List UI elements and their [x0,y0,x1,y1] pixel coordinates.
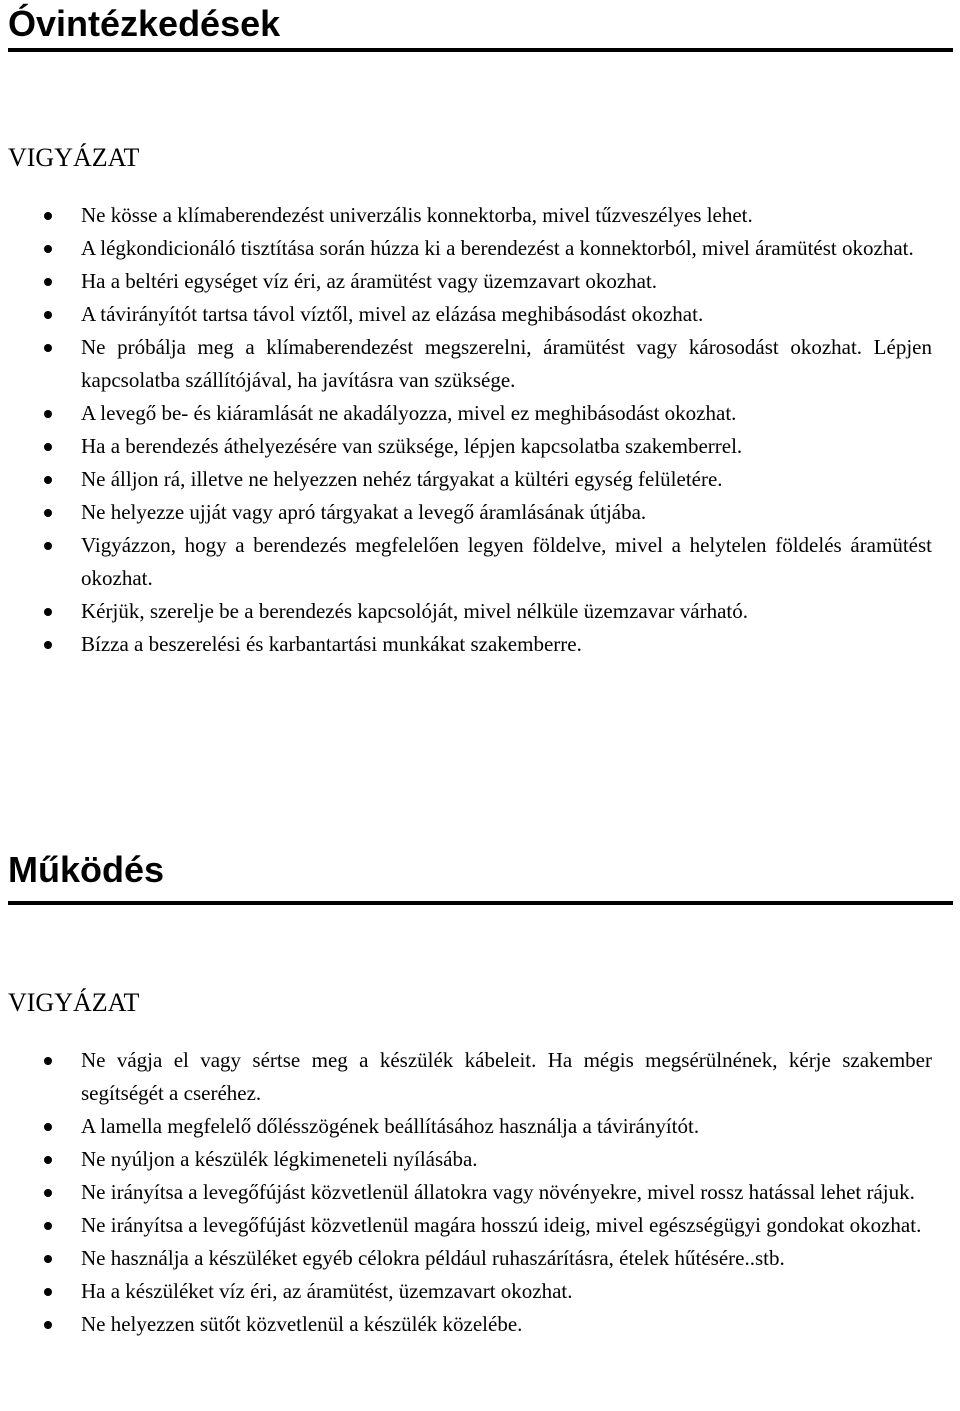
list-item-text: Ne vágja el vagy sértse meg a készülék kábeleit. Ha mégis megsérülnének, kérje szakember segítségét a cseréhez. [81,1048,932,1105]
list-item-text: A lamella megfelelő dőlésszögének beállításához használja a távirányítót. [81,1114,700,1138]
bullet-icon [44,509,52,517]
list-item-text: Ha a beltéri egységet víz éri, az áramütést vagy üzemzavart okozhat. [81,269,658,293]
bullet-icon [44,641,52,649]
operation-list [0,1044,960,1341]
list-item [0,496,960,529]
bullet-icon [44,443,52,451]
list-item-text: Vigyázzon, hogy a berendezés megfelelően legyen földelve, mivel a helytelen földelés áramütést okozhat. [81,533,932,590]
list-item [0,628,960,661]
list-item-text: Ne nyúljon a készülék légkimeneteli nyílásába. [81,1147,478,1171]
list-item [0,1209,960,1242]
list-item [0,331,960,397]
section-title-precautions: Óvintézkedések [8,3,281,44]
list-item [0,595,960,628]
section-divider [8,48,953,52]
bullet-icon [44,608,52,616]
list-item [0,1242,960,1275]
list-item [0,1143,960,1176]
list-item [0,1275,960,1308]
list-item [0,430,960,463]
bullet-icon [44,1222,52,1230]
list-item [0,1044,960,1110]
list-item-text: Ne álljon rá, illetve ne helyezzen nehéz tárgyakat a kültéri egység felületére. [81,467,723,491]
list-item-text: A levegő be- és kiáramlását ne akadályozza, mivel ez meghibásodást okozhat. [81,401,737,425]
list-item-text: Ne használja a készüléket egyéb célokra például ruhaszárításra, ételek hűtésére..stb. [81,1246,785,1270]
list-item-text: Bízza a beszerelési és karbantartási munkákat szakemberre. [81,632,582,656]
list-item-text: A távirányítót tartsa távol víztől, mivel az elázása meghibásodást okozhat. [81,302,704,326]
precautions-list [0,199,960,661]
bullet-icon [44,1255,52,1263]
list-item-text: Ne helyezze ujját vagy apró tárgyakat a levegő áramlásának útjába. [81,500,647,524]
bullet-icon [44,311,52,319]
bullet-icon [44,1123,52,1131]
section-title-operation: Működés [8,849,165,890]
list-item [0,232,960,265]
section-divider [8,901,953,905]
list-item-text: Ha a készüléket víz éri, az áramütést, üzemzavart okozhat. [81,1279,573,1303]
list-item [0,1308,960,1341]
bullet-icon [44,1156,52,1164]
bullet-icon [44,476,52,484]
list-item-text: Ne kösse a klímaberendezést univerzális konnektorba, mivel tűzveszélyes lehet. [81,203,753,227]
list-item [0,397,960,430]
list-item [0,1176,960,1209]
bullet-icon [44,278,52,286]
list-item [0,463,960,496]
list-item-text: Ne próbálja meg a klímaberendezést megszerelni, áramütést vagy károsodást okozhat. Lépjen kapcsolatba szállítójával, ha javításra van szüksége. [81,335,932,392]
bullet-icon [44,542,52,550]
bullet-icon [44,410,52,418]
bullet-icon [44,1288,52,1296]
bullet-icon [44,344,52,352]
bullet-icon [44,1189,52,1197]
warning-label: VIGYÁZAT [8,988,140,1017]
list-item [0,199,960,232]
list-item-text: Ne irányítsa a levegőfújást közvetlenül magára hosszú ideig, mivel egészségügyi gondokat okozhat. [81,1213,922,1237]
list-item [0,298,960,331]
list-item [0,1110,960,1143]
list-item-text: Ha a berendezés áthelyezésére van szüksége, lépjen kapcsolatba szakemberrel. [81,434,743,458]
list-item [0,529,960,595]
bullet-icon [44,1057,52,1065]
bullet-icon [44,212,52,220]
list-item-text: A légkondicionáló tisztítása során húzza ki a berendezést a konnektorból, mivel áramütést okozhat. [81,236,914,260]
list-item-text: Ne helyezzen sütőt közvetlenül a készülék közelébe. [81,1312,523,1336]
warning-label: VIGYÁZAT [8,143,140,172]
bullet-icon [44,245,52,253]
list-item-text: Kérjük, szerelje be a berendezés kapcsolóját, mivel nélküle üzemzavar várható. [81,599,749,623]
list-item-text: Ne irányítsa a levegőfújást közvetlenül állatokra vagy növényekre, mivel rossz hatással lehet rájuk. [81,1180,915,1204]
bullet-icon [44,1321,52,1329]
list-item [0,265,960,298]
